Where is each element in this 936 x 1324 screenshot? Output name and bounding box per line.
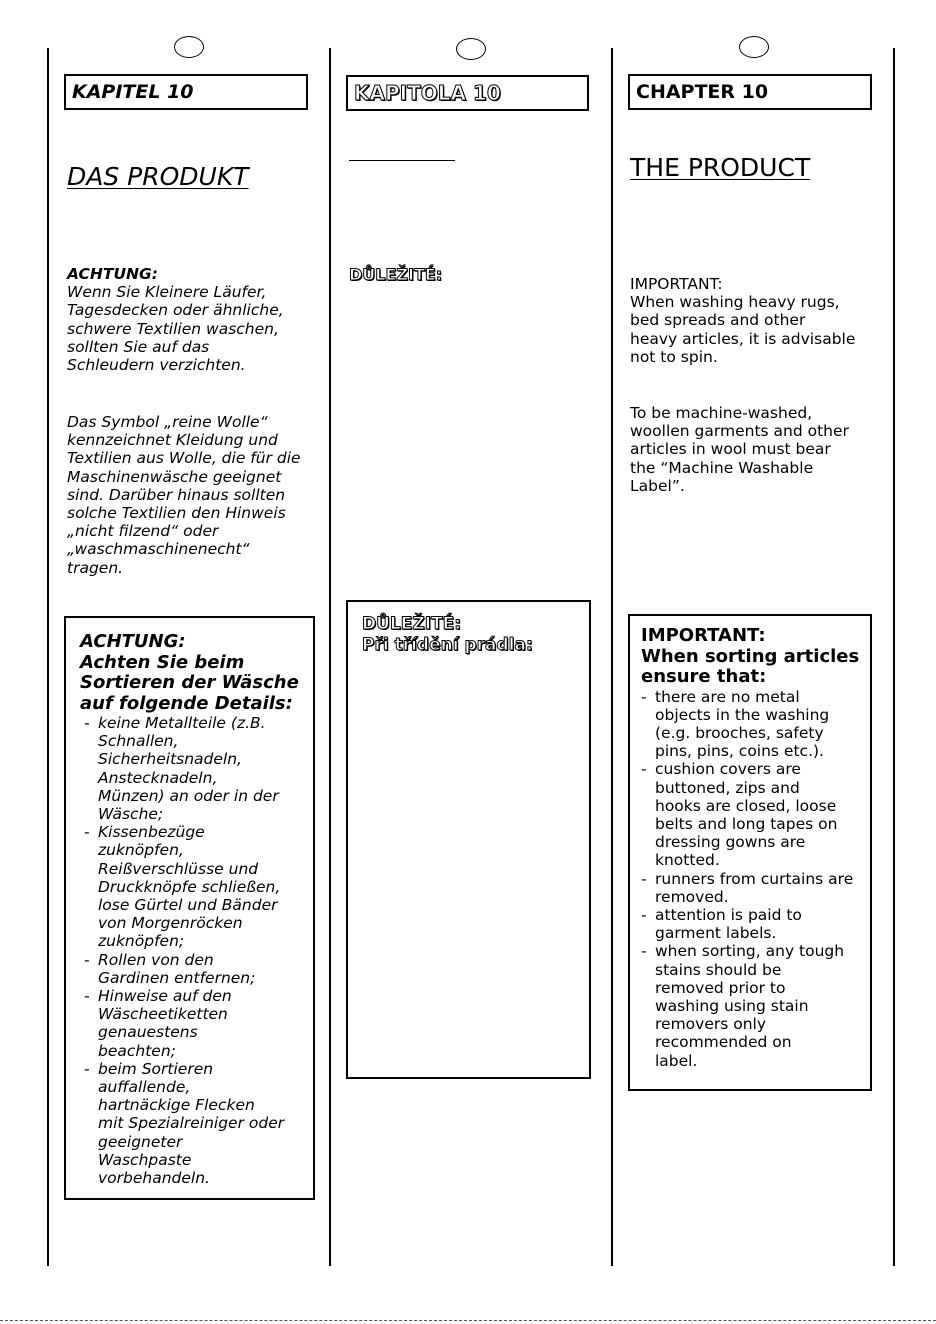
list-item-line: mit Spezialreiniger oder xyxy=(98,1114,285,1133)
list-item-line: Anstecknadeln, xyxy=(98,768,218,787)
wool-line-en: To be machine-washed, xyxy=(630,404,813,422)
important-line-en: heavy articles, it is advisable xyxy=(630,329,856,348)
chapter-title-en xyxy=(628,74,872,110)
wool-paragraph-de xyxy=(67,413,322,577)
box-title-line-en: When sorting articles xyxy=(641,645,860,667)
column-divider-center-left xyxy=(329,48,331,1266)
language-circle-icon-de xyxy=(174,36,204,58)
page-bottom-dashed-rule xyxy=(0,1320,936,1321)
list-item-line: knotted. xyxy=(655,851,720,870)
wool-line-de: Textilien aus Wolle, die für die xyxy=(67,449,301,468)
list-item-line: - runners from curtains are xyxy=(655,869,854,888)
chapter-title-de-text: KAPITEL 10 xyxy=(72,81,194,103)
list-item-line: von Morgenröcken xyxy=(98,914,243,933)
list-item-line: stains should be xyxy=(655,960,782,979)
chapter-title-cz-text: KAPITOLA 10 xyxy=(354,81,501,105)
wool-line-de: Das Symbol „reine Wolle“ xyxy=(67,413,268,431)
list-item-line: Druckknöpfe schließen, xyxy=(98,877,281,896)
list-item-line: label. xyxy=(655,1051,698,1070)
section-heading-en: THE PRODUCT xyxy=(630,153,811,182)
list-item xyxy=(84,714,307,823)
list-item-line: dressing gowns are xyxy=(655,833,806,852)
list-item-line: - beim Sortieren xyxy=(98,1059,214,1078)
list-item-line: vorbehandeln. xyxy=(98,1169,210,1188)
list-item-line: beachten; xyxy=(98,1041,176,1060)
wool-line-de: kennzeichnet Kleidung und xyxy=(67,431,278,450)
list-item-line: hooks are closed, loose xyxy=(655,796,837,815)
wool-line-en: woollen garments and other xyxy=(630,422,849,441)
important-paragraph-en xyxy=(630,275,885,366)
box-title-cz: DŮLEŽITÉ: xyxy=(362,614,462,634)
list-item-line: Sicherheitsnadeln, xyxy=(98,750,242,769)
language-circle-icon-en xyxy=(739,36,769,58)
list-item xyxy=(84,1060,307,1187)
list-item-line: zuknöpfen, xyxy=(98,841,184,860)
list-item-line: hartnäckige Flecken xyxy=(98,1096,255,1115)
important-line-en: not to spin. xyxy=(630,347,718,366)
important-label-cz: DŮLEŽITÉ: xyxy=(349,265,443,284)
list-item-line: - keine Metallteile (z.B. xyxy=(98,714,266,732)
list-item-line: - Hinweise auf den xyxy=(98,987,232,1006)
box-title-line-de: auf folgende Details: xyxy=(80,692,293,714)
list-item-line: objects in the washing xyxy=(655,705,830,724)
sorting-list-en xyxy=(641,688,866,1070)
warning-line-de: Schleudern verzichten. xyxy=(67,356,246,375)
column-divider-center-right xyxy=(611,48,613,1266)
list-item-line: - Kissenbezüge xyxy=(98,823,205,842)
wool-line-en: articles in wool must bear xyxy=(630,440,831,459)
wool-line-de: Maschinenwäsche geeignet xyxy=(67,467,282,486)
chapter-title-en-text: CHAPTER 10 xyxy=(636,81,769,103)
wool-paragraph-en xyxy=(630,404,885,495)
list-item-line: zuknöpfen; xyxy=(98,932,185,951)
warning-line-de: Wenn Sie Kleinere Läufer, xyxy=(67,283,267,302)
list-item xyxy=(641,760,866,869)
wool-line-de: „waschmaschinenecht“ xyxy=(67,540,250,559)
warning-label-de: ACHTUNG: xyxy=(67,265,158,283)
list-item-line: pins, pins, coins etc.). xyxy=(655,742,824,761)
important-label-en: IMPORTANT: xyxy=(630,275,723,293)
list-item-line: buttoned, zips and xyxy=(655,778,800,797)
warning-line-de: schwere Textilien waschen, xyxy=(67,319,279,338)
list-item-line: - when sorting, any tough xyxy=(655,942,845,961)
heading-underline-stub-cz xyxy=(349,160,455,161)
list-item-line: Wäscheetiketten xyxy=(98,1005,228,1024)
list-item-line: Gardinen entfernen; xyxy=(98,968,256,987)
chapter-title-cz xyxy=(346,75,589,111)
list-item-line: recommended on xyxy=(655,1033,792,1052)
list-item-line: - attention is paid to xyxy=(655,905,802,924)
list-item xyxy=(84,951,307,987)
list-item-line: washing using stain xyxy=(655,996,809,1015)
list-item-line: Waschpaste xyxy=(98,1150,192,1169)
important-line-en: When washing heavy rugs, xyxy=(630,293,840,312)
section-heading-de: DAS PRODUKT xyxy=(67,162,249,191)
list-item-line: geeigneter xyxy=(98,1132,183,1151)
list-item-line: removed. xyxy=(655,887,729,906)
list-item-line: - cushion covers are xyxy=(655,760,801,779)
list-item-line: removed prior to xyxy=(655,978,786,997)
list-item xyxy=(641,688,866,761)
warning-line-de: Tagesdecken oder ähnliche, xyxy=(67,301,284,320)
list-item-line: (e.g. brooches, safety xyxy=(655,723,824,742)
box-title-line-de: Sortieren der Wäsche xyxy=(80,672,299,693)
list-item-line: - there are no metal xyxy=(655,687,800,706)
box-title-line-de: ACHTUNG: xyxy=(80,631,186,652)
important-line-en: bed spreads and other xyxy=(630,311,806,330)
language-circle-icon-cz xyxy=(456,38,486,60)
list-item-line: genauestens xyxy=(98,1023,198,1042)
warning-line-de: sollten Sie auf das xyxy=(67,337,210,356)
list-item-line: - Rollen von den xyxy=(98,950,214,969)
sorting-box-cz xyxy=(346,600,591,1079)
list-item-line: Wäsche; xyxy=(98,805,164,824)
list-item xyxy=(84,823,307,950)
wool-line-de: sind. Darüber hinaus sollten xyxy=(67,485,286,504)
list-item-line: lose Gürtel und Bänder xyxy=(98,896,278,915)
list-item xyxy=(641,906,866,942)
sorting-box-de xyxy=(64,616,315,1200)
chapter-title-de xyxy=(64,74,308,110)
wool-line-en: Label”. xyxy=(630,476,685,495)
list-item-line: Reißverschlüsse und xyxy=(98,859,259,878)
list-item-line: Schnallen, xyxy=(98,732,179,751)
list-item-line: garment labels. xyxy=(655,924,777,943)
wool-line-en: the “Machine Washable xyxy=(630,458,814,477)
box-subtitle-cz: Při třídění prádla: xyxy=(362,635,533,655)
column-divider-right xyxy=(893,48,895,1266)
list-item xyxy=(641,870,866,906)
column-divider-left xyxy=(47,48,49,1266)
box-title-line-de: Achten Sie beim xyxy=(80,651,245,673)
warning-paragraph-de xyxy=(67,265,322,374)
sorting-list-de xyxy=(84,714,307,1187)
list-item-line: belts and long tapes on xyxy=(655,814,838,833)
box-title-line-en: IMPORTANT: xyxy=(641,625,766,646)
list-item xyxy=(641,942,866,1069)
sorting-box-en xyxy=(628,614,872,1091)
wool-line-de: tragen. xyxy=(67,558,124,577)
box-title-line-en: ensure that: xyxy=(641,666,767,687)
list-item-line: auffallende, xyxy=(98,1078,191,1097)
list-item-line: removers only xyxy=(655,1015,767,1034)
wool-line-de: „nicht filzend“ oder xyxy=(67,522,219,541)
list-item-line: Münzen) an oder in der xyxy=(98,786,279,805)
list-item xyxy=(84,987,307,1060)
wool-line-de: solche Textilien den Hinweis xyxy=(67,504,286,523)
